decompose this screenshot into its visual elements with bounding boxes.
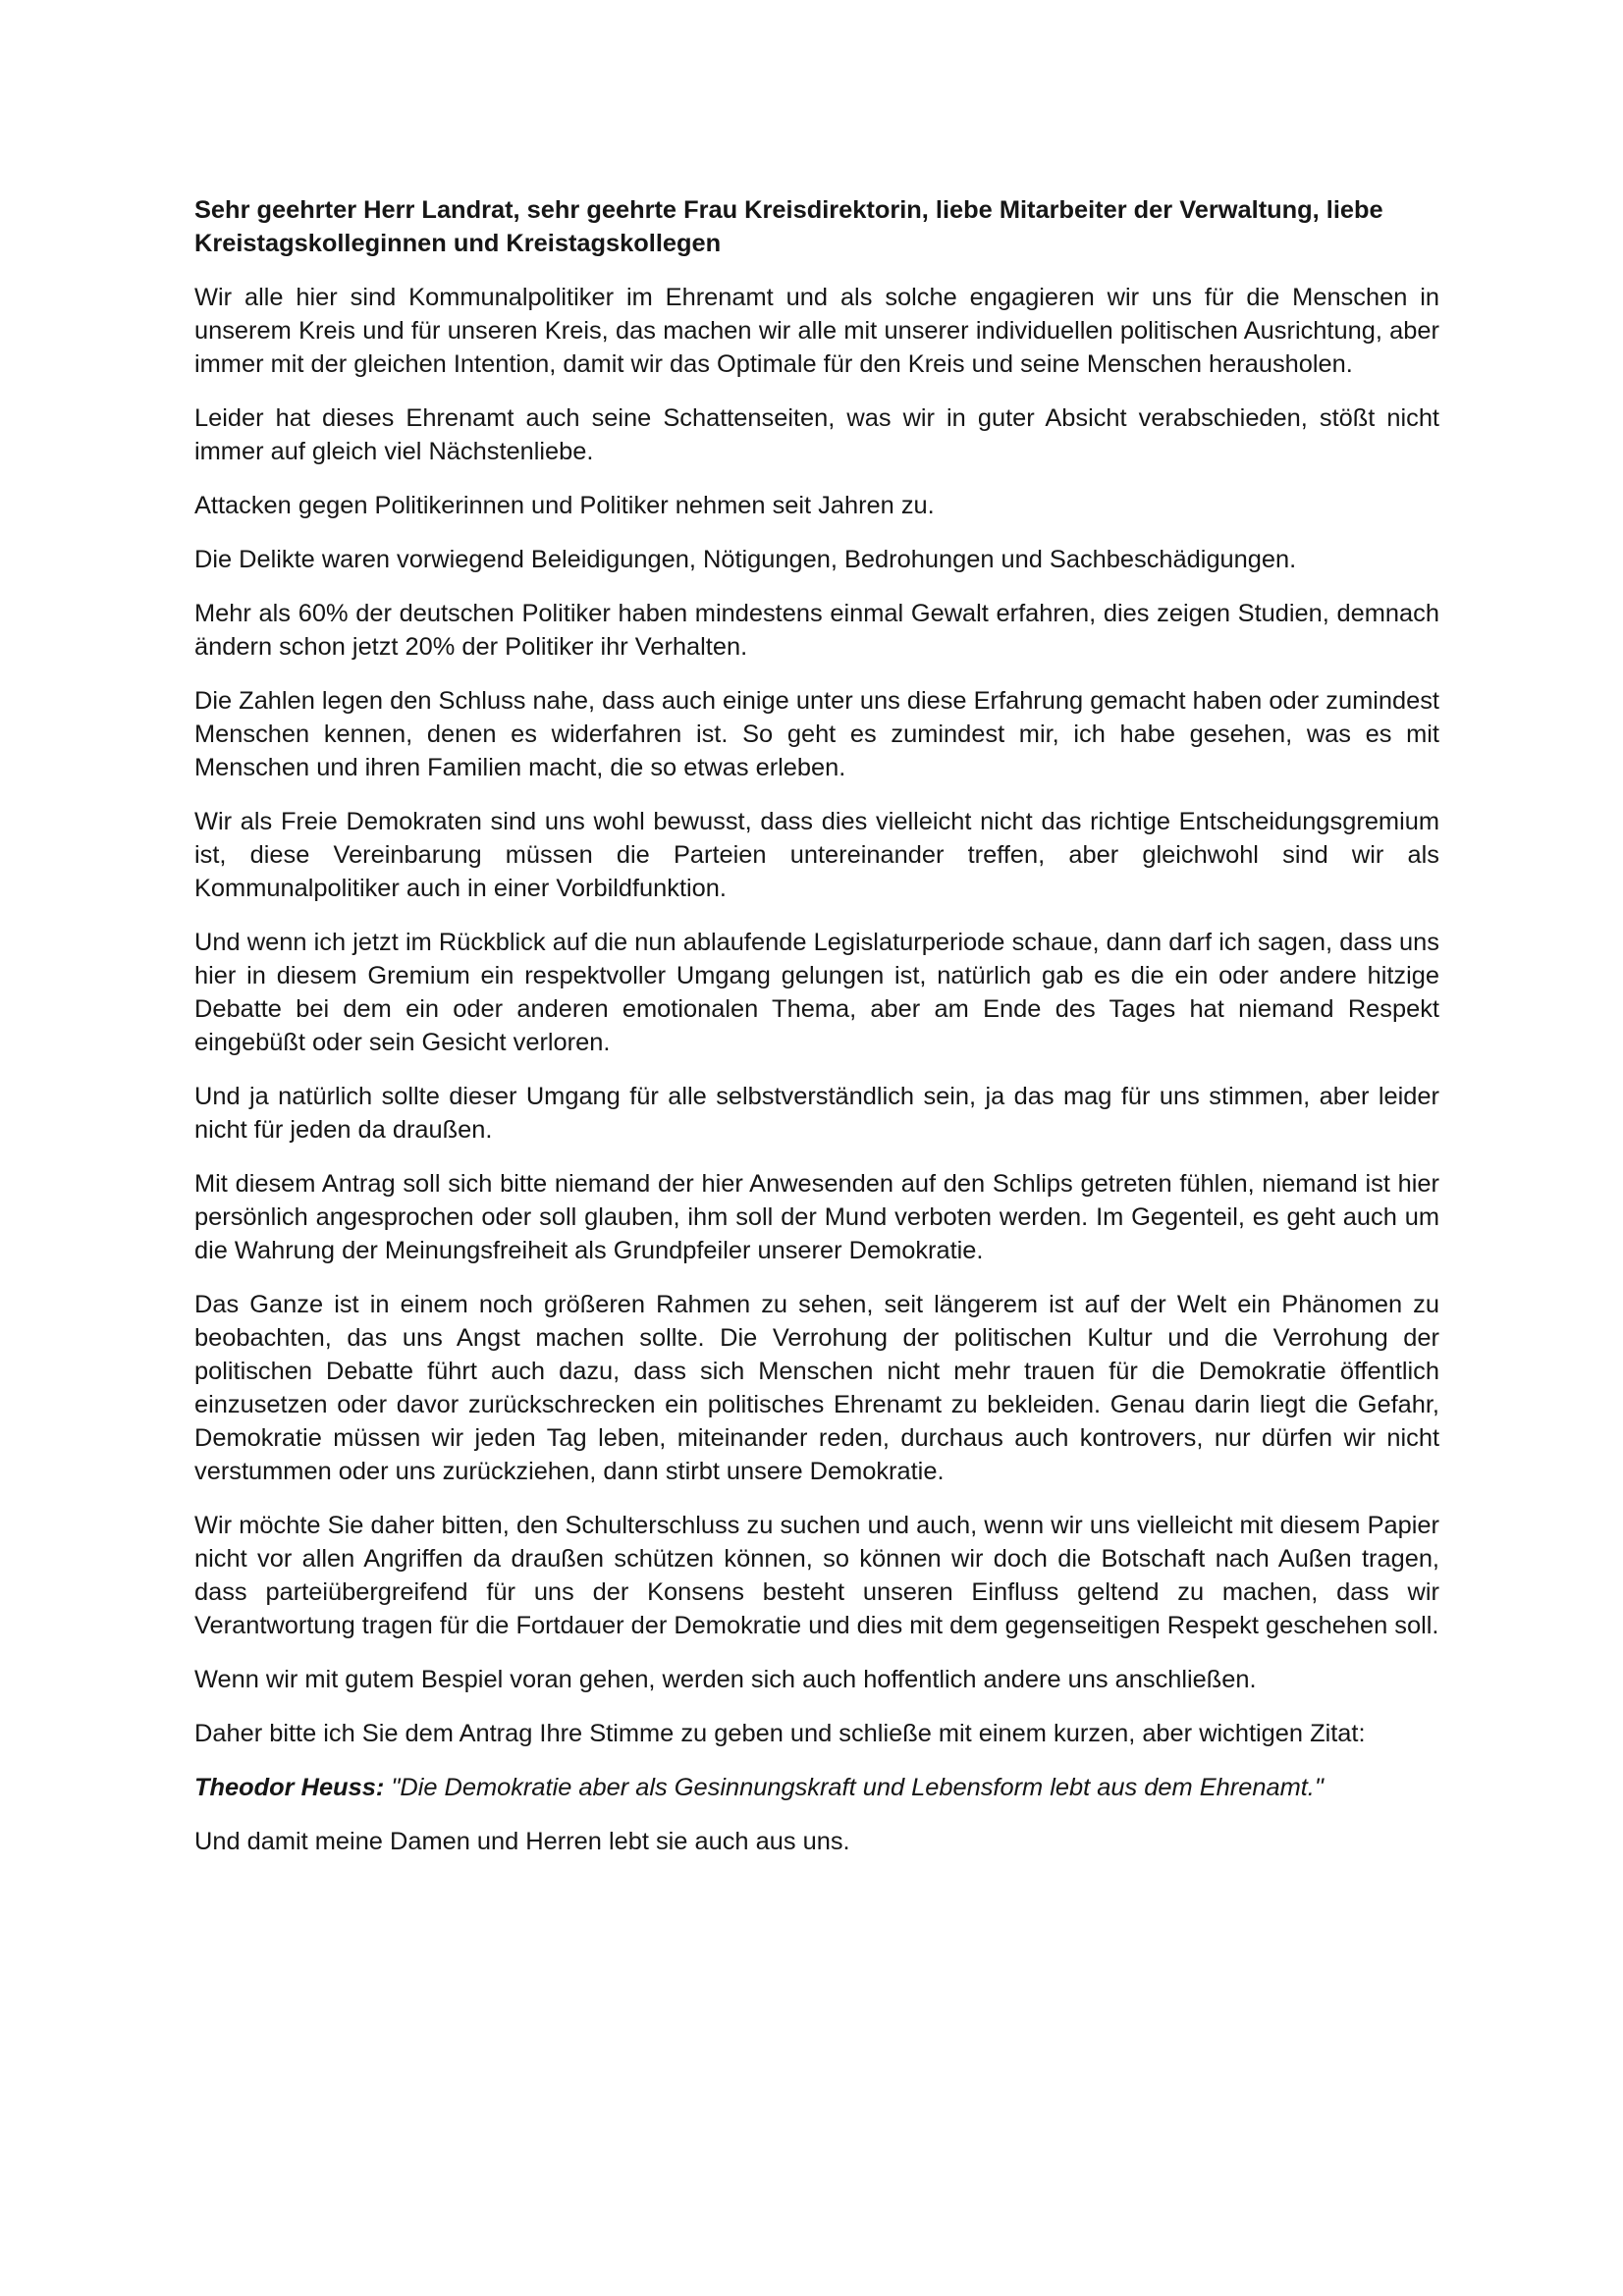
quote-author: Theodor Heuss: xyxy=(194,1774,385,1801)
paragraph-zitat-einleitung: Daher bitte ich Sie dem Antrag Ihre Stimme zu geben und schließe mit einem kurzen, aber wichtigen Zitat: xyxy=(194,1720,1366,1747)
paragraph-erfahrung: Die Zahlen legen den Schluss nahe, dass auch einige unter uns diese Erfahrung gemacht haben oder zumindest Menschen kennen, denen es widerfahren ist. So geht es zumindest mir, ich habe gesehen, was es mit Menschen und ihren Familien macht, die so etwas erleben. xyxy=(194,687,1439,781)
quote-block xyxy=(194,1771,1439,1804)
paragraph-umgang: Und ja natürlich sollte dieser Umgang für alle selbstverständlich sein, ja das mag für uns stimmen, aber leider nicht für jeden da draußen. xyxy=(194,1083,1439,1144)
paragraph-rueckblick: Und wenn ich jetzt im Rückblick auf die nun ablaufende Legislaturperiode schaue, dann darf ich sagen, dass uns hier in diesem Gremium ein respektvoller Umgang gelungen ist, natürlich gab es die ein oder andere hitzige Debatte bei dem ein oder anderen emotionalen Thema, aber am Ende des Tages hat niemand Respekt eingebüßt oder sein Gesicht verloren. xyxy=(194,929,1439,1056)
paragraph-schattenseiten: Leider hat dieses Ehrenamt auch seine Schattenseiten, was wir in guter Absicht verabschieden, stößt nicht immer auf gleich viel Nächstenliebe. xyxy=(194,404,1439,465)
paragraph-attacken: Attacken gegen Politikerinnen und Politiker nehmen seit Jahren zu. xyxy=(194,492,935,519)
paragraph-antrag: Mit diesem Antrag soll sich bitte niemand der hier Anwesenden auf den Schlips getreten fühlen, niemand ist hier persönlich angesprochen oder soll glauben, ihm soll der Mund verboten werden. Im Gegenteil, es geht auch um die Wahrung der Meinungsfreiheit als Grundpfeiler unserer Demokratie. xyxy=(194,1170,1439,1264)
quote-text: "Die Demokratie aber als Gesinnungskraft und Lebensform lebt aus dem Ehrenamt." xyxy=(391,1774,1324,1801)
paragraph-closing: Und damit meine Damen und Herren lebt sie auch aus uns. xyxy=(194,1828,850,1855)
paragraph-ehrenamt-intro: Wir alle hier sind Kommunalpolitiker im Ehrenamt und als solche engagieren wir uns für die Menschen in unserem Kreis und für unseren Kreis, das machen wir alle mit unserer individuellen politischen Ausrichtung, aber immer mit der gleichen Intention, damit wir das Optimale für den Kreis und seine Menschen herausholen. xyxy=(194,284,1439,378)
paragraph-freie-demokraten: Wir als Freie Demokraten sind uns wohl bewusst, dass dies vielleicht nicht das richtige Entscheidungsgremium ist, diese Vereinbarung müssen die Parteien untereinander treffen, aber gleichwohl sind wir als Kommunalpolitiker auch in einer Vorbildfunktion. xyxy=(194,808,1439,902)
paragraph-schulterschluss: Wir möchte Sie daher bitten, den Schulterschluss zu suchen und auch, wenn wir uns vielleicht mit diesem Papier nicht vor allen Angriffen da draußen schützen können, so können wir doch die Botschaft nach Außen tragen, dass parteiübergreifend für uns der Konsens besteht unseren Einfluss geltend zu machen, dass wir Verantwortung tragen für die Fortdauer der Demokratie und dies mit dem gegenseitigen Respekt geschehen soll. xyxy=(194,1512,1439,1639)
salutation-heading: Sehr geehrter Herr Landrat, sehr geehrte Frau Kreisdirektorin, liebe Mitarbeiter der Verwaltung, liebe Kreistagskolleginnen und Kreistagskollegen xyxy=(194,196,1383,257)
document-page xyxy=(194,193,1439,1879)
paragraph-beispiel: Wenn wir mit gutem Bespiel voran gehen, werden sich auch hoffentlich andere uns anschließen. xyxy=(194,1666,1257,1693)
paragraph-verrohung: Das Ganze ist in einem noch größeren Rahmen zu sehen, seit längerem ist auf der Welt ein Phänomen zu beobachten, das uns Angst machen sollte. Die Verrohung der politischen Kultur und die Verrohung der politischen Debatte führt auch dazu, dass sich Menschen nicht mehr trauen für die Demokratie öffentlich einzusetzen oder davor zurückschrecken ein politisches Ehrenamt zu bekleiden. Genau darin liegt die Gefahr, Demokratie müssen wir jeden Tag leben, miteinander reden, durchaus auch kontrovers, nur dürfen wir nicht verstummen oder uns zurückziehen, dann stirbt unsere Demokratie. xyxy=(194,1291,1439,1485)
paragraph-statistik: Mehr als 60% der deutschen Politiker haben mindestens einmal Gewalt erfahren, dies zeigen Studien, demnach ändern schon jetzt 20% der Politiker ihr Verhalten. xyxy=(194,600,1439,661)
paragraph-delikte: Die Delikte waren vorwiegend Beleidigungen, Nötigungen, Bedrohungen und Sachbeschädigungen. xyxy=(194,546,1297,573)
